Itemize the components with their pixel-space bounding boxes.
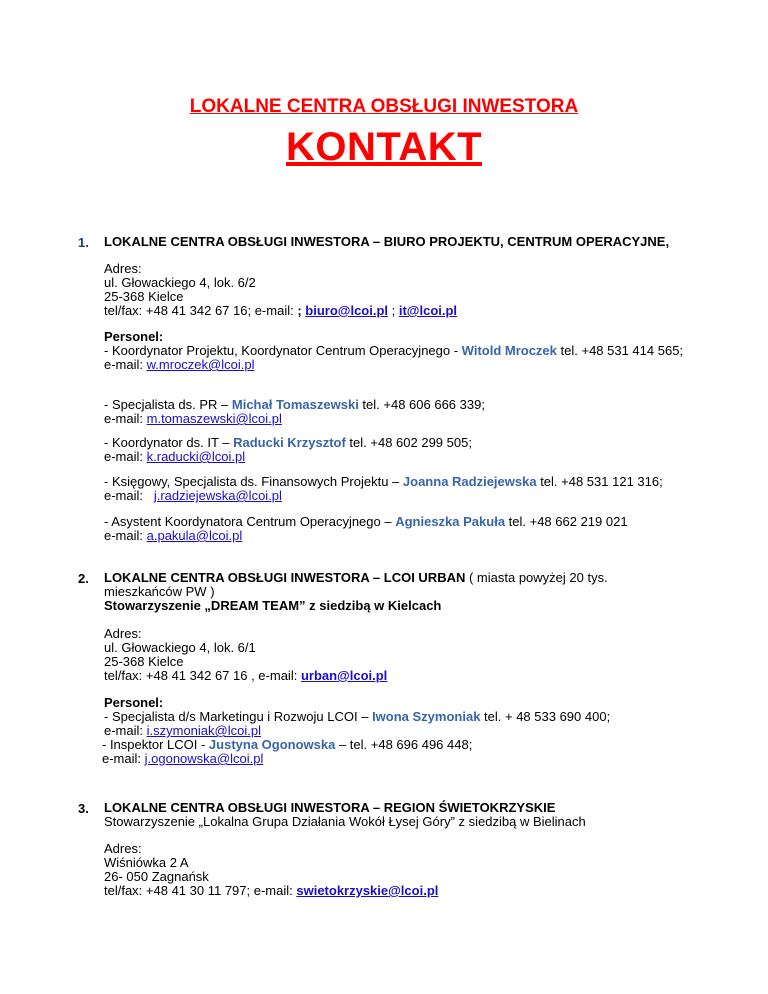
- section-3-heading: LOKALNE CENTRA OBSŁUGI INWESTORA – REGION ŚWIETOKRZYSKIE: [104, 800, 556, 815]
- section-2: [104, 571, 694, 613]
- person-role: - Asystent Koordynatora Centrum Operacyjnego –: [104, 514, 396, 529]
- email-label: e-mail:: [104, 528, 147, 543]
- person-email-line: [104, 529, 694, 543]
- person-entry: [104, 344, 694, 358]
- person-entry: [104, 515, 694, 529]
- person-block: [104, 515, 694, 543]
- section-heading-text: LOKALNE CENTRA OBSŁUGI INWESTORA – LCOI URBAN: [104, 570, 466, 585]
- contact-line: [104, 669, 694, 683]
- person-entry: [104, 398, 694, 412]
- person-role: - Koordynator ds. IT –: [104, 435, 234, 450]
- address-label: Adres:: [104, 841, 142, 856]
- person-email-line: [104, 412, 694, 426]
- contact-line: [104, 304, 694, 318]
- person-phone: tel. +48 602 299 505;: [345, 435, 472, 450]
- person-block: [104, 475, 694, 503]
- email-label: e-mail:: [104, 449, 147, 464]
- tel-text: tel/fax: +48 41 30 11 797; e-mail:: [104, 883, 297, 898]
- email-label: e-mail:: [104, 723, 147, 738]
- person-name: Raducki Krzysztof: [233, 435, 346, 450]
- section-heading-note: ( miasta powyżej 20 tys. mieszkańców PW ): [104, 570, 608, 599]
- person-role: - Specjalista ds. PR –: [104, 397, 232, 412]
- address-street: Wiśniówka 2 A: [104, 855, 189, 870]
- address-city: 26- 050 Zagnańsk: [104, 869, 209, 884]
- section-3-organization: Stowarzyszenie „Lokalna Grupa Działania Wokół Łysej Góry” z siedzibą w Bielinach: [104, 814, 586, 829]
- person-name: Justyna Ogonowska: [208, 737, 336, 752]
- email-link-it[interactable]: it@lcoi.pl: [398, 303, 458, 318]
- person-name: Iwona Szymoniak: [372, 709, 481, 724]
- person-entry: [102, 738, 694, 752]
- person-entry: [104, 436, 694, 450]
- person-email-line: [104, 358, 694, 372]
- section-1-address: [104, 262, 694, 318]
- person-email-line: [104, 450, 694, 464]
- email-link[interactable]: j.radziejewska@lcoi.pl: [153, 488, 282, 503]
- tel-text: tel/fax: +48 41 342 67 16 , e-mail:: [104, 668, 301, 683]
- email-link-swietokrzyskie[interactable]: swietokrzyskie@lcoi.pl: [296, 883, 439, 898]
- section-1: [104, 235, 694, 249]
- person-name: Joanna Radziejewska: [402, 474, 537, 489]
- personnel-heading: Personel:: [104, 329, 164, 344]
- tel-text: tel/fax: +48 41 342 67 16; e-mail:: [104, 303, 298, 318]
- email-label: e-mail:: [102, 751, 145, 766]
- person-role: - Inspektor LCOI -: [102, 737, 209, 752]
- document-title: KONTAKT: [285, 125, 483, 169]
- email-link[interactable]: w.mroczek@lcoi.pl: [146, 357, 255, 372]
- email-link[interactable]: a.pakula@lcoi.pl: [146, 528, 243, 543]
- section-2-address: [104, 627, 694, 683]
- contact-line: [104, 884, 694, 898]
- address-label: Adres:: [104, 626, 142, 641]
- address-city: 25-368 Kielce: [104, 289, 184, 304]
- person-name: Michał Tomaszewski: [231, 397, 359, 412]
- person-phone: – tel. +48 696 496 448;: [335, 737, 473, 752]
- person-phone: tel. +48 606 666 339;: [358, 397, 485, 412]
- email-link[interactable]: i.szymoniak@lcoi.pl: [146, 723, 261, 738]
- person-name: Agnieszka Pakuła: [395, 514, 506, 529]
- email-link[interactable]: m.tomaszewski@lcoi.pl: [146, 411, 282, 426]
- person-name: Witold Mroczek: [461, 343, 557, 358]
- person-role: - Koordynator Projektu, Koordynator Centrum Operacyjnego -: [104, 343, 462, 358]
- section-3-number: 3.: [78, 801, 89, 816]
- section-2-heading: [104, 571, 624, 599]
- person-block: [104, 398, 694, 426]
- person-block: [104, 436, 694, 464]
- section-2-number: 2.: [78, 571, 89, 586]
- personnel-heading: Personel:: [104, 695, 164, 710]
- section-1-personnel: [104, 330, 694, 372]
- section-1-heading: LOKALNE CENTRA OBSŁUGI INWESTORA – BIURO PROJEKTU, CENTRUM OPERACYJNE,: [104, 234, 670, 249]
- person-entry: [104, 710, 694, 724]
- email-label: e-mail:: [104, 357, 147, 372]
- email-label: e-mail:: [104, 488, 154, 503]
- email-link-biuro[interactable]: biuro@lcoi.pl: [305, 303, 389, 318]
- person-phone: tel. +48 662 219 021: [505, 514, 628, 529]
- person-email-line: [104, 724, 694, 738]
- email-label: e-mail:: [104, 411, 147, 426]
- person-phone: tel. +48 531 121 316;: [536, 474, 663, 489]
- section-3: [104, 801, 694, 829]
- person-phone: tel. +48 531 414 565;: [556, 343, 684, 358]
- address-street: ul. Głowackiego 4, lok. 6/2: [104, 275, 256, 290]
- separator: ;: [297, 303, 306, 318]
- person-entry: [104, 475, 694, 489]
- person-phone: tel. + 48 533 690 400;: [480, 709, 611, 724]
- separator: ;: [388, 303, 399, 318]
- person-email-line: [104, 489, 694, 503]
- person-role: - Specjalista d/s Marketingu i Rozwoju LCOI –: [104, 709, 373, 724]
- address-city: 25-368 Kielce: [104, 654, 184, 669]
- person-role: - Księgowy, Specjalista ds. Finansowych Projektu –: [104, 474, 403, 489]
- section-1-number: 1.: [78, 235, 89, 250]
- document-subtitle: LOKALNE CENTRA OBSŁUGI INWESTORA: [189, 96, 579, 117]
- section-3-address: [104, 842, 694, 898]
- address-street: ul. Głowackiego 4, lok. 6/1: [104, 640, 256, 655]
- email-link-urban[interactable]: urban@lcoi.pl: [300, 668, 388, 683]
- section-2-organization: Stowarzyszenie „DREAM TEAM” z siedzibą w Kielcach: [104, 598, 442, 613]
- email-link[interactable]: k.raducki@lcoi.pl: [146, 449, 246, 464]
- address-label: Adres:: [104, 261, 142, 276]
- person-email-line: [102, 752, 694, 766]
- email-link[interactable]: j.ogonowska@lcoi.pl: [144, 751, 264, 766]
- section-2-personnel: [104, 696, 694, 766]
